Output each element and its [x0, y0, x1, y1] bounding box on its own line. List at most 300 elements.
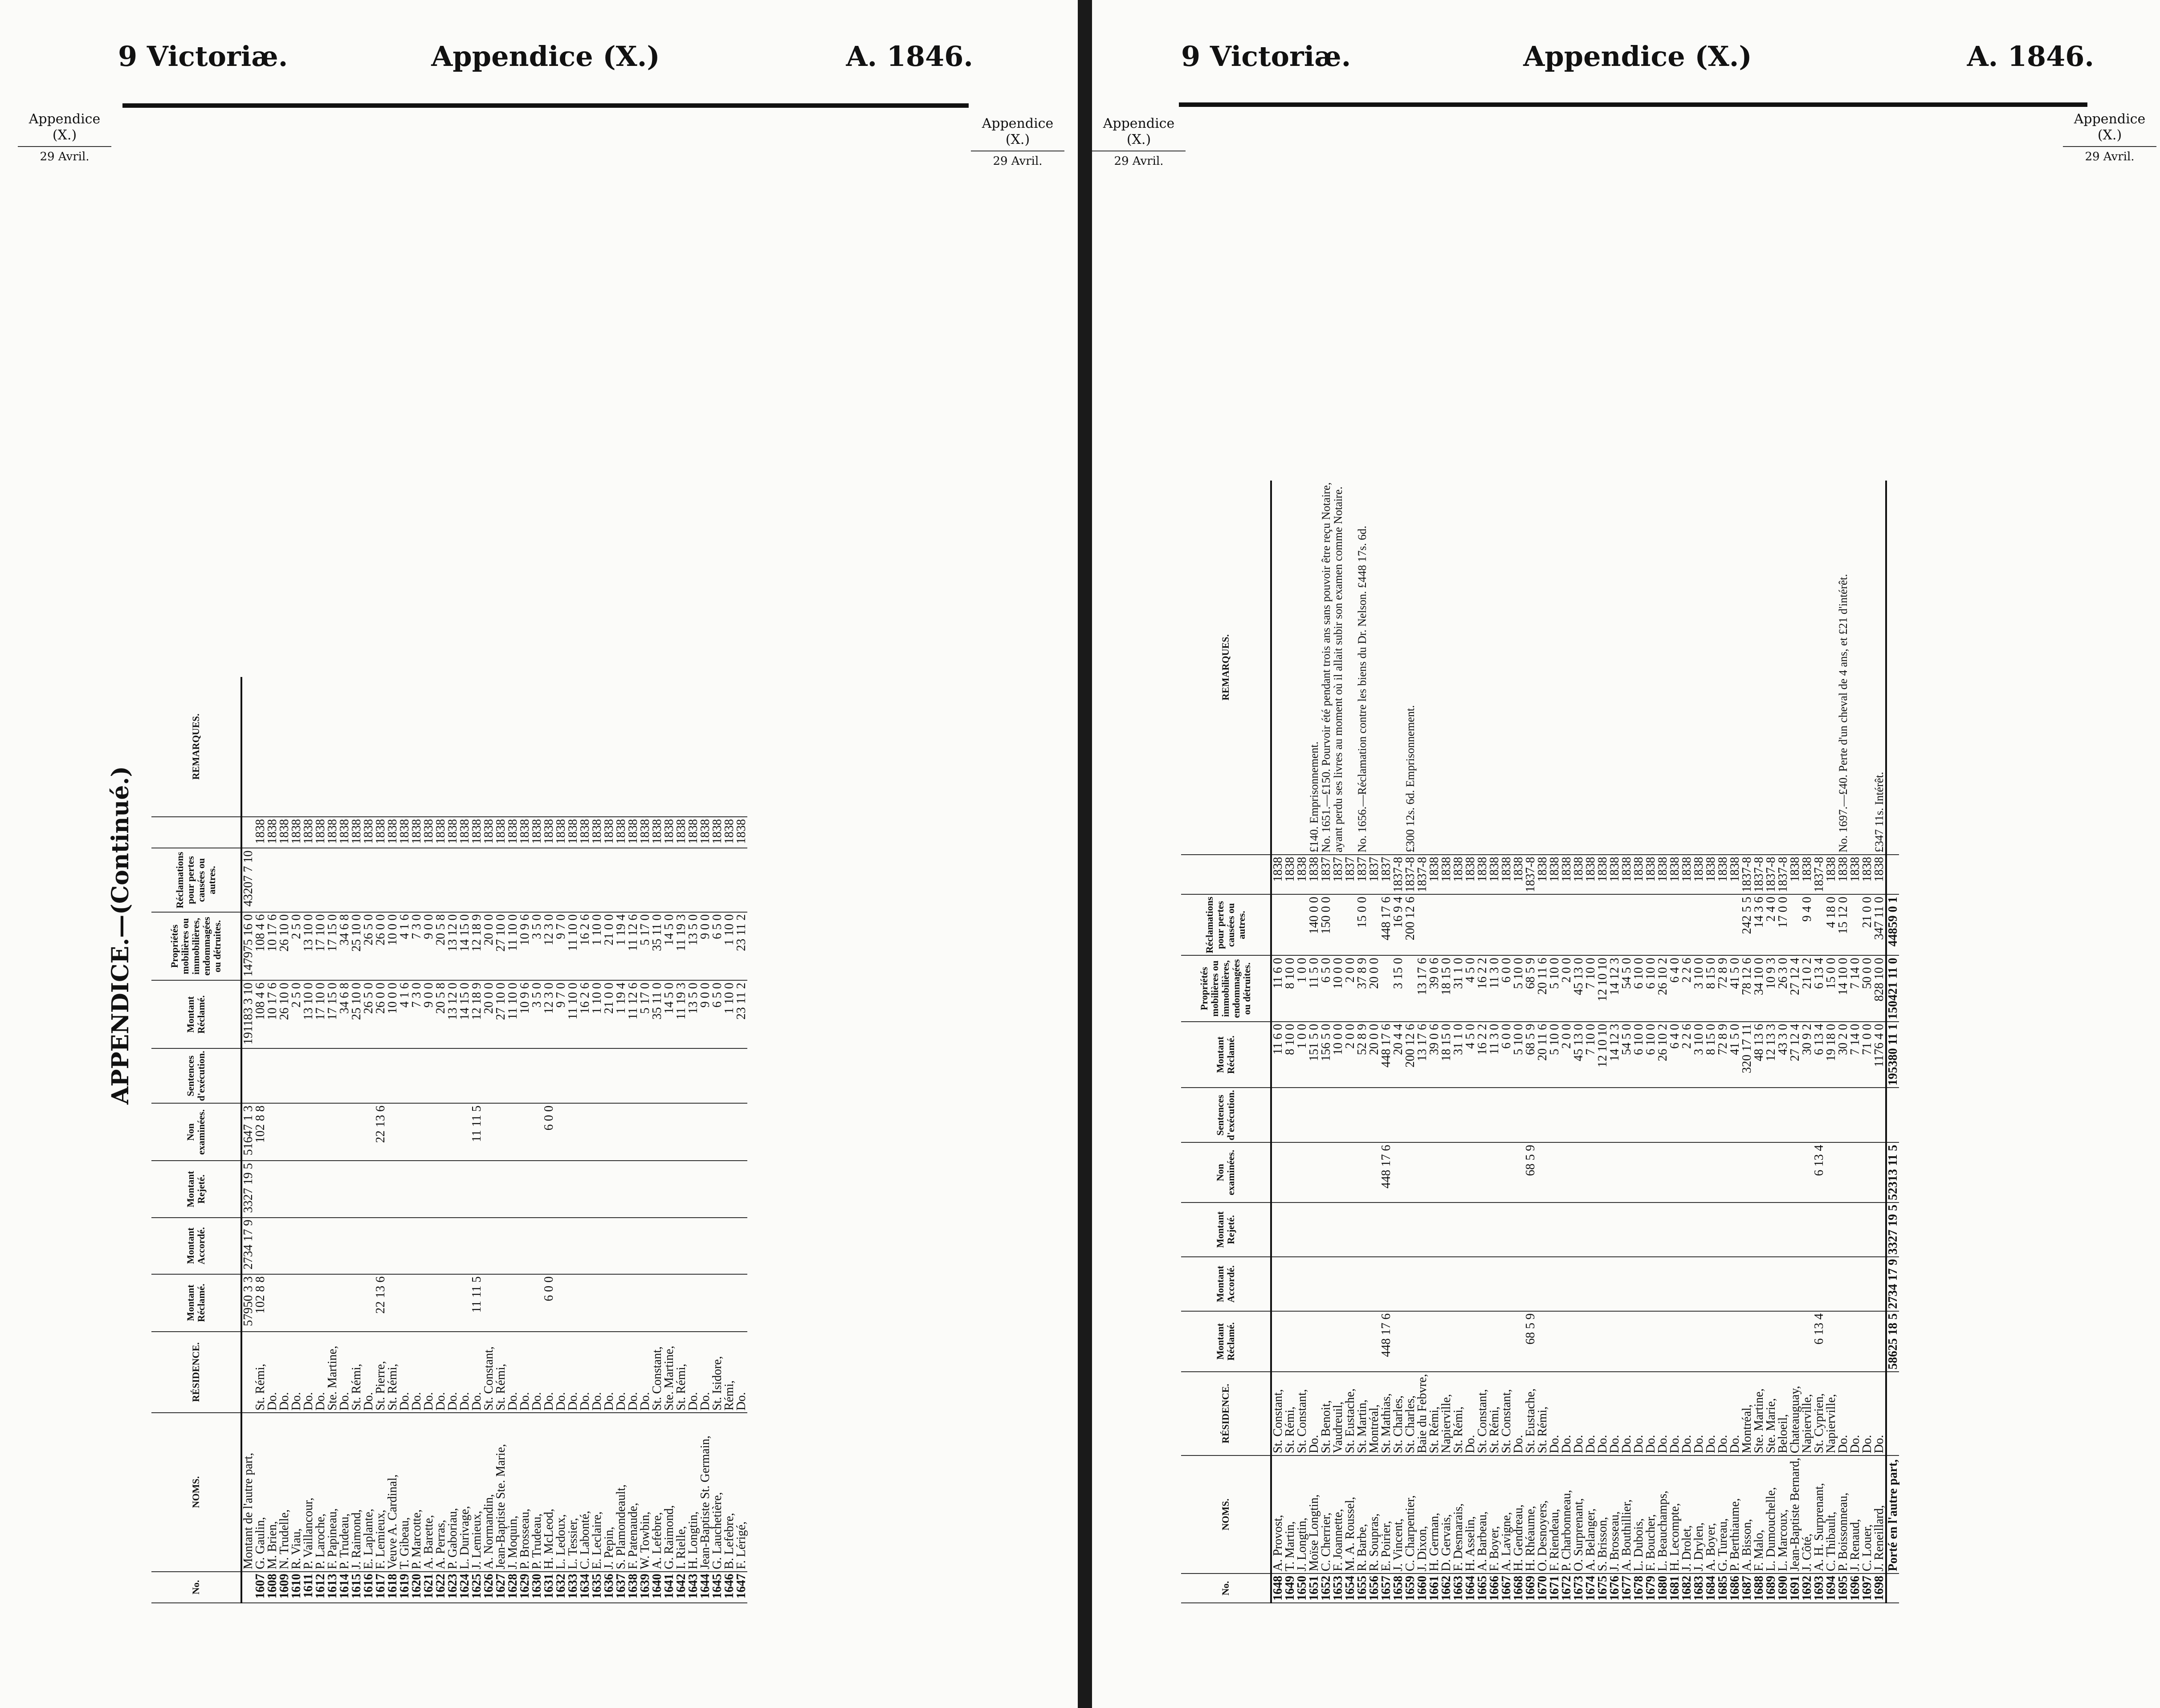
- cell-sent: [375, 1048, 387, 1103]
- cell-g1a: [1669, 1257, 1681, 1311]
- cell-g1: [1296, 1311, 1308, 1372]
- cell-name: F. Lérigé,: [735, 1413, 747, 1572]
- cell-g1n: [1717, 1142, 1729, 1202]
- cell-g1a: [711, 1218, 723, 1274]
- cell-g1: 11 11 5: [471, 1274, 483, 1332]
- cell-g2p: 1 10 0: [591, 912, 603, 981]
- cell-name: F. Patenaude,: [627, 1413, 639, 1572]
- cell-g1: [411, 1274, 423, 1332]
- cell-sent: [1284, 1088, 1296, 1142]
- cell-g1: [651, 1274, 663, 1332]
- cell-g2: 20 11 6: [1536, 1022, 1549, 1088]
- cell-g1: [1585, 1311, 1597, 1372]
- cell-g1n: [651, 1103, 663, 1161]
- cell-g1r: [735, 1161, 747, 1217]
- cell-g2a: [699, 848, 711, 912]
- cell-g2: 9 7 0: [555, 980, 567, 1048]
- cell-sent: [1825, 1088, 1837, 1142]
- cell-name: A. Lefebre,: [651, 1413, 663, 1572]
- table-row: [1765, 481, 1777, 1603]
- cell-res: Do.: [1717, 1372, 1729, 1455]
- cell-yr: 1838: [290, 817, 302, 848]
- cell-g1: [1717, 1311, 1729, 1372]
- cell-res: Do.: [1729, 1372, 1741, 1455]
- table-row: [1609, 481, 1621, 1603]
- cell-rem: [675, 677, 687, 817]
- cell-g2: 20 4 4: [1392, 1022, 1404, 1088]
- cell-g2: 1 10 0: [723, 980, 735, 1048]
- cell-g1: [302, 1274, 314, 1332]
- cell-g2a: [1681, 894, 1693, 955]
- cell-yr: 1838: [579, 817, 591, 848]
- cell-g1: 57950 3 3: [241, 1274, 254, 1332]
- cell-rem: [1597, 481, 1609, 855]
- cell-g2p: 6 5 0: [1320, 955, 1332, 1021]
- cell-no: 1627: [495, 1572, 507, 1603]
- table-row: [1561, 481, 1573, 1603]
- cell-rem: [1284, 481, 1296, 855]
- cell-g1: [1597, 1311, 1609, 1372]
- cell-g1r: [1765, 1203, 1777, 1257]
- cell-g1n: [675, 1103, 687, 1161]
- cell-no: 1642: [675, 1572, 687, 1603]
- cell-g2: 72 8 9: [1717, 1022, 1729, 1088]
- cell-name: J. Reneillard,: [1873, 1455, 1886, 1573]
- cell-name: P. Trudeau,: [531, 1413, 543, 1572]
- cell-g2: 8 15 0: [1705, 1022, 1717, 1088]
- cell-g2a: [1428, 894, 1440, 955]
- cell-res: Do.: [290, 1332, 302, 1413]
- cell-g2a: [423, 848, 435, 912]
- cell-g2: 448 17 6: [1380, 1022, 1392, 1088]
- cell-g2: 5 10 0: [1549, 1022, 1561, 1088]
- cell-g2p: 31 1 0: [1452, 955, 1464, 1021]
- cell-g1: [1464, 1311, 1476, 1372]
- cell-sent: [1717, 1088, 1729, 1142]
- cell-g1r: [1645, 1203, 1657, 1257]
- cell-res: Ste. Martine,: [326, 1332, 338, 1413]
- cell-g1a: [1621, 1257, 1633, 1311]
- cell-yr: 1838: [338, 817, 350, 848]
- cell-g2a: [1452, 894, 1464, 955]
- cell-rem: [387, 677, 399, 817]
- cell-no: 1653: [1332, 1573, 1344, 1603]
- cell-no: 1683: [1693, 1573, 1705, 1603]
- table-row: [1271, 481, 1284, 1603]
- cell-rem: [363, 677, 375, 817]
- cell-yr: 1838: [1512, 855, 1524, 894]
- cell-res: Do.: [1573, 1372, 1585, 1455]
- cell-rem: [350, 677, 363, 817]
- margin-date: 29 Avril.: [971, 151, 1064, 169]
- cell-g2a: [1500, 894, 1512, 955]
- cell-g2p: 11 5 0: [1308, 955, 1320, 1021]
- cell-sent: [1392, 1088, 1404, 1142]
- cell-g2: 43 3 0: [1777, 1022, 1789, 1088]
- cell-g1a: [1585, 1257, 1597, 1311]
- cell-name: P. Vaillancour,: [302, 1413, 314, 1572]
- table-row: [363, 677, 375, 1603]
- cell-no: 1639: [639, 1572, 651, 1603]
- cell-g2a: [375, 848, 387, 912]
- cell-name: E. Laplante,: [363, 1413, 375, 1572]
- cell-g1n: [1320, 1142, 1332, 1202]
- cell-g2p: 78 12 6: [1741, 955, 1753, 1021]
- cell-yr: 1838: [699, 817, 711, 848]
- cell-g1a: [266, 1218, 278, 1274]
- cell-sent: [459, 1048, 471, 1103]
- cell-g2: 10 17 6: [266, 980, 278, 1048]
- cell-rem: [1753, 481, 1765, 855]
- cell-g1r: [1837, 1203, 1849, 1257]
- cell-g1r: [387, 1161, 399, 1217]
- cell-rem: [423, 677, 435, 817]
- cell-g1: [1669, 1311, 1681, 1372]
- cell-g1r: [1512, 1203, 1524, 1257]
- cell-g2: 19 18 0: [1825, 1022, 1837, 1088]
- cell-g1: 6 13 4: [1813, 1311, 1825, 1372]
- cell-yr: 1838: [495, 817, 507, 848]
- cell-g2p: 11 10 0: [507, 912, 519, 981]
- cell-g1n: [1741, 1142, 1753, 1202]
- cell-g1r: [663, 1161, 675, 1217]
- cell-sent: [411, 1048, 423, 1103]
- carried-row: [241, 677, 254, 1603]
- cell-g1n: [1308, 1142, 1320, 1202]
- cell-g2: 16 2 6: [579, 980, 591, 1048]
- cell-g1a: [326, 1218, 338, 1274]
- cell-rem: [711, 677, 723, 817]
- cell-g2p: 26 5 0: [363, 912, 375, 981]
- cell-name: Jean-Baptiste St. Germain,: [699, 1413, 711, 1572]
- table-row: [1717, 481, 1729, 1603]
- cell-no: 1633: [567, 1572, 579, 1603]
- table-row: [531, 677, 543, 1603]
- page-title: Appendice (X.): [1523, 40, 1752, 73]
- table-row: [1344, 481, 1356, 1603]
- cell-rem: [254, 677, 266, 817]
- cell-g1n: [579, 1103, 591, 1161]
- cell-g1: [1549, 1311, 1561, 1372]
- cell-g1n: [591, 1103, 603, 1161]
- cell-g2a: [723, 848, 735, 912]
- cell-no: 1647: [735, 1572, 747, 1603]
- cell-rem: [1573, 481, 1585, 855]
- cell-rem: [241, 677, 254, 817]
- cell-no: 1681: [1669, 1573, 1681, 1603]
- cell-sent: [687, 1048, 699, 1103]
- cell-g2: 3 10 0: [1693, 1022, 1705, 1088]
- cell-g2: 18 15 0: [1440, 1022, 1452, 1088]
- table-row: [1488, 481, 1500, 1603]
- cell-g2a: [555, 848, 567, 912]
- cell-name: J. Moquin,: [507, 1413, 519, 1572]
- cell-rem: [1693, 481, 1705, 855]
- table-row: [603, 677, 615, 1603]
- cell-rem: [699, 677, 711, 817]
- cell-g2a: [471, 848, 483, 912]
- cell-g1r: [1861, 1203, 1873, 1257]
- cell-g2a: 2 4 0: [1765, 894, 1777, 955]
- cell-g2: 12 18 9: [471, 980, 483, 1048]
- cell-g1r: [1284, 1203, 1296, 1257]
- cell-name: G. Tureau,: [1717, 1455, 1729, 1573]
- cell-g2: 12 3 0: [543, 980, 555, 1048]
- cell-yr: 1838: [435, 817, 447, 848]
- cell-g2: 54 5 0: [1621, 1022, 1633, 1088]
- cell-res: St. Rémi,: [387, 1332, 399, 1413]
- cell-g2a: [290, 848, 302, 912]
- cell-yr: 1838: [1284, 855, 1296, 894]
- cell-g2p: 108 4 6: [254, 912, 266, 981]
- cell-g1: [1344, 1311, 1356, 1372]
- cell-g1r: [1825, 1203, 1837, 1257]
- cell-g1: [1789, 1311, 1801, 1372]
- cell-sent: [1368, 1088, 1380, 1142]
- cell-g1: [1861, 1311, 1873, 1372]
- cell-yr: 1838: [1549, 855, 1561, 894]
- cell-no: 1670: [1536, 1573, 1549, 1603]
- cell-g2a: [675, 848, 687, 912]
- cell-g2: 1176 4 0: [1873, 1022, 1886, 1088]
- table-row: [471, 677, 483, 1603]
- cell-res: Do.: [266, 1332, 278, 1413]
- cell-g2p: 4 1 6: [399, 912, 411, 981]
- cell-g1: [1849, 1311, 1861, 1372]
- col-header-g2-reclame: Montant Réclamé.: [1181, 1022, 1271, 1088]
- cell-name: Veuve A. Cardinal,: [387, 1413, 399, 1572]
- table-row: [254, 677, 266, 1603]
- col-header-year: [151, 817, 241, 848]
- table-row: [699, 677, 711, 1603]
- cell-res: Do.: [423, 1332, 435, 1413]
- cell-g1: [663, 1274, 675, 1332]
- cell-g2p: 34 6 8: [338, 912, 350, 981]
- table-row: [350, 677, 363, 1603]
- cell-rem: [302, 677, 314, 817]
- cell-rem: [411, 677, 423, 817]
- cell-name: A. H. Surprenant,: [1813, 1455, 1825, 1573]
- cell-g2p: 14 15 0: [459, 912, 471, 981]
- cell-g1n: [1344, 1142, 1356, 1202]
- cell-rem: [1789, 481, 1801, 855]
- cell-res: Montréal,: [1368, 1372, 1380, 1455]
- cell-g2a: [1813, 894, 1825, 955]
- cell-g2: 156 5 0: [1320, 1022, 1332, 1088]
- cell-res: Do.: [639, 1332, 651, 1413]
- cell-g1n: [423, 1103, 435, 1161]
- cell-no: 1655: [1356, 1573, 1368, 1603]
- cell-g1a: [519, 1218, 531, 1274]
- cell-g1r: [1380, 1203, 1392, 1257]
- cell-rem: [447, 677, 459, 817]
- cell-g2: 108 4 6: [254, 980, 266, 1048]
- cell-g1: 22 13 6: [375, 1274, 387, 1332]
- col-header-no: No.: [1181, 1573, 1271, 1603]
- cell-g1a: [1681, 1257, 1693, 1311]
- cell-name: M. A. Roussel,: [1344, 1455, 1356, 1573]
- cell-g2a: [651, 848, 663, 912]
- cell-g2p: 20 5 8: [435, 912, 447, 981]
- cell-g1: [1633, 1311, 1645, 1372]
- table-row: [1597, 481, 1609, 1603]
- cell-g1: [1801, 1311, 1813, 1372]
- cell-g1r: [1452, 1203, 1464, 1257]
- cell-yr: 1838: [1657, 855, 1669, 894]
- ledger-table-left: [151, 677, 747, 1603]
- cell-res: Napierville,: [1801, 1372, 1813, 1455]
- table-row: [1777, 481, 1789, 1603]
- claims-table: [151, 677, 747, 1603]
- cell-no: 1620: [411, 1572, 423, 1603]
- cell-g1n: 22 13 6: [375, 1103, 387, 1161]
- cell-name: H. McLeod,: [543, 1413, 555, 1572]
- cell-rem: [459, 677, 471, 817]
- cell-rem: [687, 677, 699, 817]
- cell-g1r: [1777, 1203, 1789, 1257]
- cell-g1r: [1440, 1203, 1452, 1257]
- cell-g1r: [1753, 1203, 1765, 1257]
- cell-g2p: 10 0 0: [387, 912, 399, 981]
- cell-g2p: 8 15 0: [1705, 955, 1717, 1021]
- cell-g2a: [1621, 894, 1633, 955]
- cell-g1n: [1549, 1142, 1561, 1202]
- cell-res: Do.: [1657, 1372, 1669, 1455]
- cell-yr: 1838: [1693, 855, 1705, 894]
- session-label: 9 Victoriæ.: [118, 40, 288, 73]
- cell-g1r: [1524, 1203, 1536, 1257]
- cell-g1r: [579, 1161, 591, 1217]
- cell-g1r: [1873, 1203, 1886, 1257]
- cell-g1a: [1296, 1257, 1308, 1311]
- col-header-g1-reclame: Montant Réclamé.: [1181, 1311, 1271, 1372]
- cell-sent: [1573, 1088, 1585, 1142]
- cell-name: E. Poirier,: [1380, 1455, 1392, 1573]
- cell-g1n: [1440, 1142, 1452, 1202]
- cell-g2p: 18 15 0: [1440, 955, 1452, 1021]
- cell-no: 1638: [627, 1572, 639, 1603]
- cell-res: Do.: [338, 1332, 350, 1413]
- cell-g2: 6 10 0: [1633, 1022, 1645, 1088]
- table-row: [579, 677, 591, 1603]
- cell-g1a: [567, 1218, 579, 1274]
- cell-rem: [1488, 481, 1500, 855]
- cell-g2: 45 13 0: [1573, 1022, 1585, 1088]
- cell-g2a: 44859 0 1: [1886, 894, 1899, 955]
- table-row: [627, 677, 639, 1603]
- cell-rem: [1561, 481, 1573, 855]
- margin-sub: (X.): [1126, 132, 1151, 147]
- cell-g1a: [1777, 1257, 1789, 1311]
- cell-g1n: [603, 1103, 615, 1161]
- cell-yr: 1838: [651, 817, 663, 848]
- table-row: [302, 677, 314, 1603]
- cell-g2p: 9 0 0: [423, 912, 435, 981]
- cell-g1n: [1296, 1142, 1308, 1202]
- cell-g2p: 34 10 0: [1753, 955, 1765, 1021]
- cell-g2p: 72 8 9: [1717, 955, 1729, 1021]
- table-row: [411, 677, 423, 1603]
- cell-yr: 1837-8: [1404, 855, 1416, 894]
- cell-g1a: [1404, 1257, 1416, 1311]
- table-row: [567, 677, 579, 1603]
- cell-g2a: [363, 848, 375, 912]
- cell-no: 1634: [579, 1572, 591, 1603]
- cell-g2p: 14 12 3: [1609, 955, 1621, 1021]
- cell-res: St. Rémi,: [1536, 1372, 1549, 1455]
- cell-g1: [699, 1274, 711, 1332]
- cell-yr: 1838: [591, 817, 603, 848]
- cell-g2a: [1669, 894, 1681, 955]
- cell-res: Do.: [555, 1332, 567, 1413]
- cell-g1: [1452, 1311, 1464, 1372]
- table-row: [1284, 481, 1296, 1603]
- cell-sent: [278, 1048, 290, 1103]
- cell-sent: [1705, 1088, 1717, 1142]
- cell-g2a: [338, 848, 350, 912]
- cell-g1a: [555, 1218, 567, 1274]
- table-row: [1392, 481, 1404, 1603]
- cell-rem: [326, 677, 338, 817]
- cell-g1r: [1621, 1203, 1633, 1257]
- cell-g2p: 2 2 6: [1681, 955, 1693, 1021]
- cell-res: Do.: [1561, 1372, 1573, 1455]
- cell-g1n: [447, 1103, 459, 1161]
- cell-sent: [1849, 1088, 1861, 1142]
- cell-g1: [1428, 1311, 1440, 1372]
- cell-g2a: [302, 848, 314, 912]
- cell-g1r: [699, 1161, 711, 1217]
- cell-rem: £347 11s. Intérêt.: [1873, 481, 1886, 855]
- cell-yr: 1838: [1789, 855, 1801, 894]
- cell-g1a: [1561, 1257, 1573, 1311]
- cell-g2a: [1284, 894, 1296, 955]
- cell-g1n: [1536, 1142, 1549, 1202]
- cell-g2: 8 10 0: [1284, 1022, 1296, 1088]
- cell-name: H. Longtin,: [687, 1413, 699, 1572]
- cell-no: 1659: [1404, 1573, 1416, 1603]
- ledger-table-right: [1181, 481, 1899, 1603]
- cell-sent: [1777, 1088, 1789, 1142]
- cell-no: 1628: [507, 1572, 519, 1603]
- cell-g1a: [1789, 1257, 1801, 1311]
- cell-name: P. Boissonneau,: [1837, 1455, 1849, 1573]
- cell-rem: No. 1697.—£40. Perte d'un cheval de 4 ans, et £21 d'intérêt.: [1837, 481, 1849, 855]
- cell-no: 1641: [663, 1572, 675, 1603]
- cell-g1a: [1476, 1257, 1488, 1311]
- cell-g2: 10 9 6: [519, 980, 531, 1048]
- cell-g2p: 16 2 2: [1476, 955, 1488, 1021]
- cell-no: 1674: [1585, 1573, 1597, 1603]
- cell-yr: 1837-8: [1524, 855, 1536, 894]
- cell-name: J. Longtin,: [1296, 1455, 1308, 1573]
- cell-g1r: [1404, 1203, 1416, 1257]
- cell-yr: 1838: [519, 817, 531, 848]
- cell-sent: [1464, 1088, 1476, 1142]
- cell-sent: [483, 1048, 495, 1103]
- cell-name: L. Ledoux,: [555, 1413, 567, 1572]
- cell-res: Do.: [1585, 1372, 1597, 1455]
- cell-g1: [603, 1274, 615, 1332]
- cell-g1a: [603, 1218, 615, 1274]
- cell-g1r: [1296, 1203, 1308, 1257]
- col-header-g1-nonexam: Non examinées.: [1181, 1142, 1271, 1202]
- cell-g1r: [1801, 1203, 1813, 1257]
- cell-rem: [1813, 481, 1825, 855]
- cell-g1: [483, 1274, 495, 1332]
- cell-g1n: [459, 1103, 471, 1161]
- cell-g2: 68 5 9: [1524, 1022, 1536, 1088]
